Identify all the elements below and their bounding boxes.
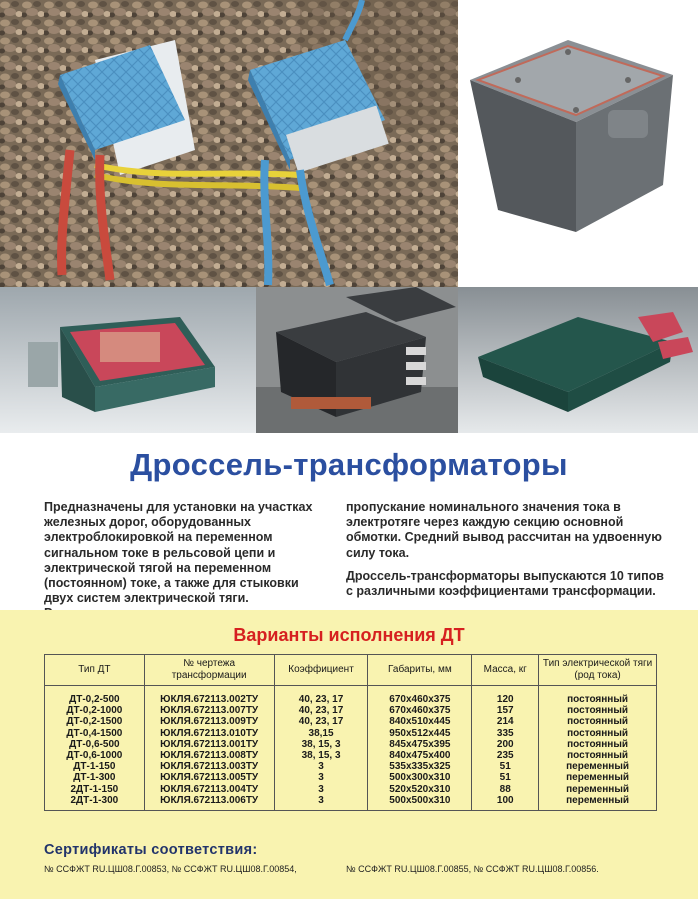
certificates-left: № ССФЖТ RU.ЦШ08.Г.00853, № ССФЖТ RU.ЦШ08.Г.00854,	[44, 864, 297, 874]
column-header: Тип электрической тяги (род тока)	[539, 655, 657, 686]
photo-grey-transformer	[458, 0, 698, 287]
column-header: Габариты, мм	[368, 655, 472, 686]
column-header: № чертежа трансформации	[144, 655, 274, 686]
table-cell: 3	[274, 795, 368, 811]
certificates-title: Сертификаты соответствия:	[44, 842, 258, 858]
table-row	[45, 728, 657, 739]
table-cell: постоянный	[539, 750, 657, 761]
table-cell: 500х300х310	[368, 772, 472, 783]
variants-section	[0, 610, 698, 899]
table-cell: 235	[472, 750, 539, 761]
page-title: Дроссель-трансформаторы	[130, 447, 568, 482]
table-row	[45, 750, 657, 761]
table-cell: 120	[472, 686, 539, 706]
photo-black-transformers	[256, 287, 458, 433]
table-row	[45, 761, 657, 772]
table-cell: 51	[472, 772, 539, 783]
table-cell: 157	[472, 705, 539, 716]
table-cell: ДТ-0,6-500	[45, 739, 145, 750]
table-cell: постоянный	[539, 705, 657, 716]
table-cell: ДТ-0,2-1000	[45, 705, 145, 716]
table-cell: ЮКЛЯ.672113.003ТУ	[144, 761, 274, 772]
table-row	[45, 686, 657, 706]
table-cell: 38,15	[274, 728, 368, 739]
table-cell: 670х460х375	[368, 705, 472, 716]
table-cell: ДТ-0,2-1500	[45, 716, 145, 727]
table-cell: переменный	[539, 772, 657, 783]
column-header: Коэффициент	[274, 655, 368, 686]
table-cell: ЮКЛЯ.672113.010ТУ	[144, 728, 274, 739]
table-row	[45, 739, 657, 750]
table-cell: ЮКЛЯ.672113.007ТУ	[144, 705, 274, 716]
table-cell: ДТ-0,2-500	[45, 686, 145, 706]
table-cell: 40, 23, 17	[274, 716, 368, 727]
table-cell: 840х475х400	[368, 750, 472, 761]
table-cell: 2ДТ-1-300	[45, 795, 145, 811]
table-cell: 3	[274, 784, 368, 795]
variants-table	[44, 654, 657, 811]
table-cell: постоянный	[539, 728, 657, 739]
table-cell: 845х475х395	[368, 739, 472, 750]
table-cell: ЮКЛЯ.672113.006ТУ	[144, 795, 274, 811]
table-header-row	[45, 655, 657, 686]
table-cell: ДТ-1-300	[45, 772, 145, 783]
table-cell: ДТ-0,4-1500	[45, 728, 145, 739]
table-cell: 3	[274, 761, 368, 772]
table-cell: ДТ-1-150	[45, 761, 145, 772]
intro-right-column	[346, 500, 666, 607]
table-cell: 670х460х375	[368, 686, 472, 706]
table-cell: 535х335х325	[368, 761, 472, 772]
table-cell: 335	[472, 728, 539, 739]
photo-red-open-transformer	[0, 287, 256, 433]
table-cell: 100	[472, 795, 539, 811]
table-cell: переменный	[539, 784, 657, 795]
table-cell: ЮКЛЯ.672113.004ТУ	[144, 784, 274, 795]
column-header: Тип ДТ	[45, 655, 145, 686]
table-cell: ЮКЛЯ.672113.001ТУ	[144, 739, 274, 750]
table-row	[45, 795, 657, 811]
table-cell: переменный	[539, 761, 657, 772]
table-cell: ДТ-0,6-1000	[45, 750, 145, 761]
photo-track-transformers	[0, 0, 458, 287]
table-cell: ЮКЛЯ.672113.008ТУ	[144, 750, 274, 761]
table-cell: ЮКЛЯ.672113.002ТУ	[144, 686, 274, 706]
table-row	[45, 784, 657, 795]
variants-title: Варианты исполнения ДТ	[233, 625, 465, 645]
intro-paragraph: Дроссель-трансформаторы выпускаются 10 типов с различными коэффициентами трансформации.	[346, 568, 664, 599]
table-cell: 38, 15, 3	[274, 739, 368, 750]
table-cell: 51	[472, 761, 539, 772]
table-cell: 500х500х310	[368, 795, 472, 811]
photo-green-transformer	[458, 287, 698, 433]
table-row	[45, 772, 657, 783]
table-cell: постоянный	[539, 739, 657, 750]
table-cell: переменный	[539, 795, 657, 811]
intro-paragraph: пропускание номинального значения тока в электротяге через каждую секцию основной обмотки. Средний вывод рассчитан на удвоенную силу тока.	[346, 500, 662, 560]
table-cell: 840х510х445	[368, 716, 472, 727]
table-cell: 3	[274, 772, 368, 783]
table-cell: 38, 15, 3	[274, 750, 368, 761]
table-cell: 214	[472, 716, 539, 727]
table-cell: 88	[472, 784, 539, 795]
intro-paragraph: Предназначены для установки на участках железных дорог, оборудованных электроблокировкой на переменном сигнальном токе в рельсовой цепи и электрической тягой на переменном (постоянном) токе, а также для стыковки двух систем электрической тяги.	[44, 500, 313, 606]
table-row	[45, 716, 657, 727]
table-cell: ЮКЛЯ.672113.005ТУ	[144, 772, 274, 783]
table-cell: постоянный	[539, 686, 657, 706]
table-cell: ЮКЛЯ.672113.009ТУ	[144, 716, 274, 727]
table-cell: 200	[472, 739, 539, 750]
table-cell: 950х512х445	[368, 728, 472, 739]
table-cell: 40, 23, 17	[274, 705, 368, 716]
column-header: Масса, кг	[472, 655, 539, 686]
certificates-right: № ССФЖТ RU.ЦШ08.Г.00855, № ССФЖТ RU.ЦШ08.Г.00856.	[346, 864, 599, 874]
table-cell: 520х520х310	[368, 784, 472, 795]
table-cell: постоянный	[539, 716, 657, 727]
table-cell: 40, 23, 17	[274, 686, 368, 706]
table-cell: 2ДТ-1-150	[45, 784, 145, 795]
table-row	[45, 705, 657, 716]
